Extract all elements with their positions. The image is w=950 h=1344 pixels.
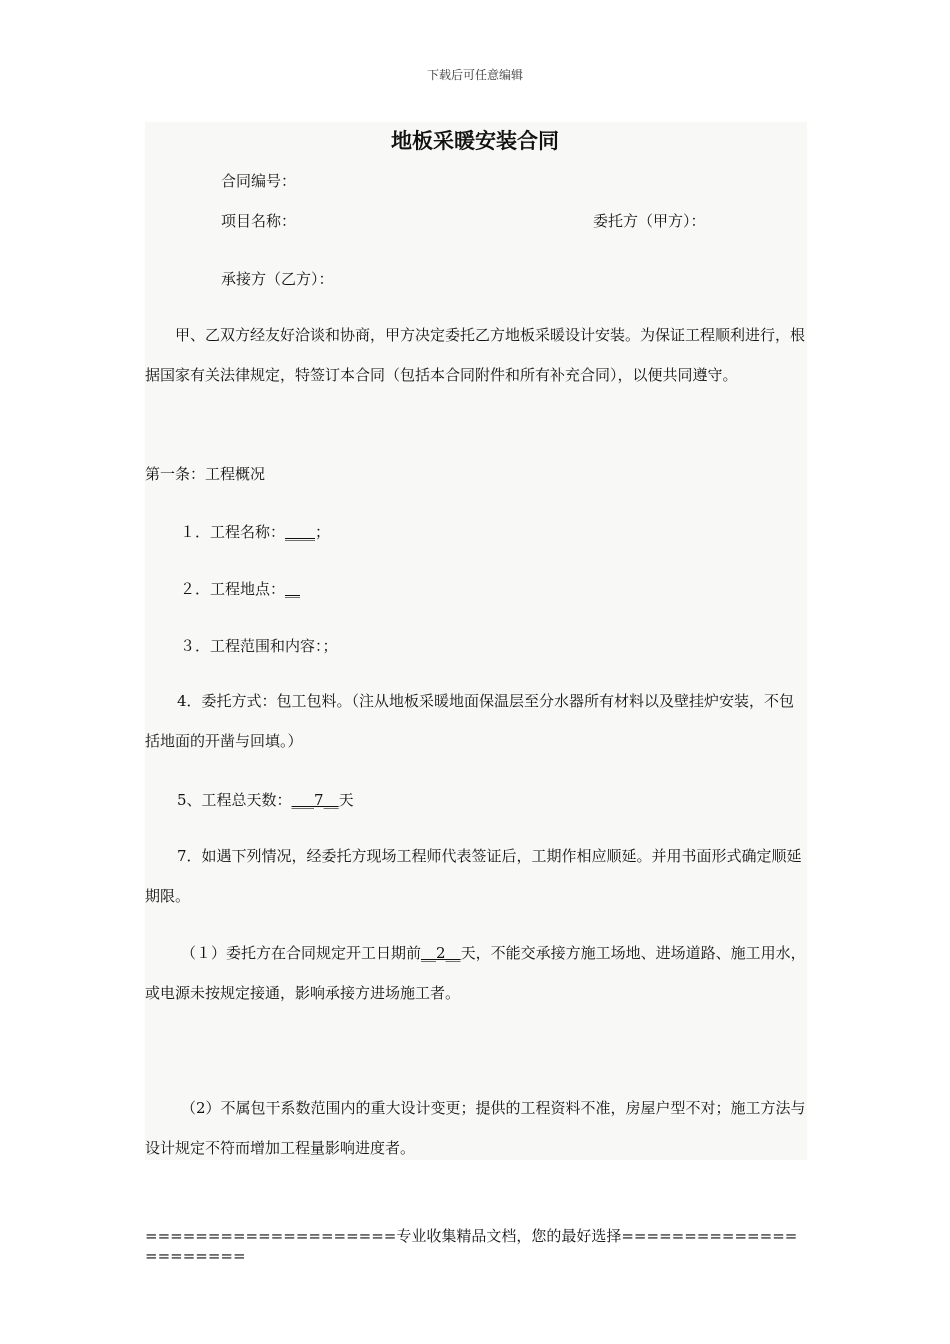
item-7: 7．如遇下列情况，经委托方现场工程师代表签证后，工期作相应顺延。并用书面形式确定顺延期限。 xyxy=(145,847,802,905)
contract-number-label: 合同编号： xyxy=(221,172,297,190)
item-5-unit: 天 xyxy=(338,791,354,809)
sub-item-1-text-b: 天，不能交承接方施工场地、进场道路、施工用水，或电源未按规定接通，影响承接方进场施工者。 xyxy=(145,944,806,1002)
sub-item-1 xyxy=(145,933,807,1013)
article-1-heading: 第一条：工程概况 xyxy=(145,465,266,483)
item-1-blank: ____ xyxy=(285,523,316,541)
project-name-label: 项目名称： xyxy=(221,212,297,230)
document-title: 地板采暖安装合同 xyxy=(391,128,559,153)
item-5 xyxy=(177,789,354,810)
item-2-blank: __ xyxy=(285,580,301,598)
item-2-label: ２．工程地点： xyxy=(180,580,286,598)
item-1-label: １．工程名称： xyxy=(180,523,286,541)
item-2 xyxy=(180,578,300,599)
item-3: ３．工程范围和内容：； xyxy=(180,637,338,655)
item-5-label: 5、工程总天数： xyxy=(177,791,292,809)
item-1-end: ； xyxy=(315,523,331,541)
header-note: 下载后可任意编辑 xyxy=(426,68,523,82)
sub-item-1-text-a: （１）委托方在合同规定开工日期前 xyxy=(181,944,422,962)
sub-item-2: （2）不属包干系数范围内的重大设计变更；提供的工程资料不准，房屋户型不对；施工方法与设计规定不符而增加工程量影响进度者。 xyxy=(145,1099,806,1157)
intro-paragraph: 甲、乙双方经友好洽谈和协商，甲方决定委托乙方地板采暖设计安装。为保证工程顺利进行，根据国家有关法律规定，特签订本合同（包括本合同附件和所有补充合同），以便共同遵守。 xyxy=(145,326,806,384)
party-b-label: 承接方（乙方）： xyxy=(221,270,334,288)
sub-item-1-value: __2__ xyxy=(421,944,461,962)
party-a-label: 委托方（甲方）： xyxy=(593,212,706,230)
item-1 xyxy=(180,521,330,542)
footer-banner: ====================专业收集精品文档，您的最好选择====================== xyxy=(145,1227,798,1265)
item-5-value: ___7__ xyxy=(291,791,339,809)
item-4: 4．委托方式：包工包料。（注从地板采暖地面保温层至分水器所有材料以及壁挂炉安装，不包括地面的开凿与回填。） xyxy=(145,692,795,750)
